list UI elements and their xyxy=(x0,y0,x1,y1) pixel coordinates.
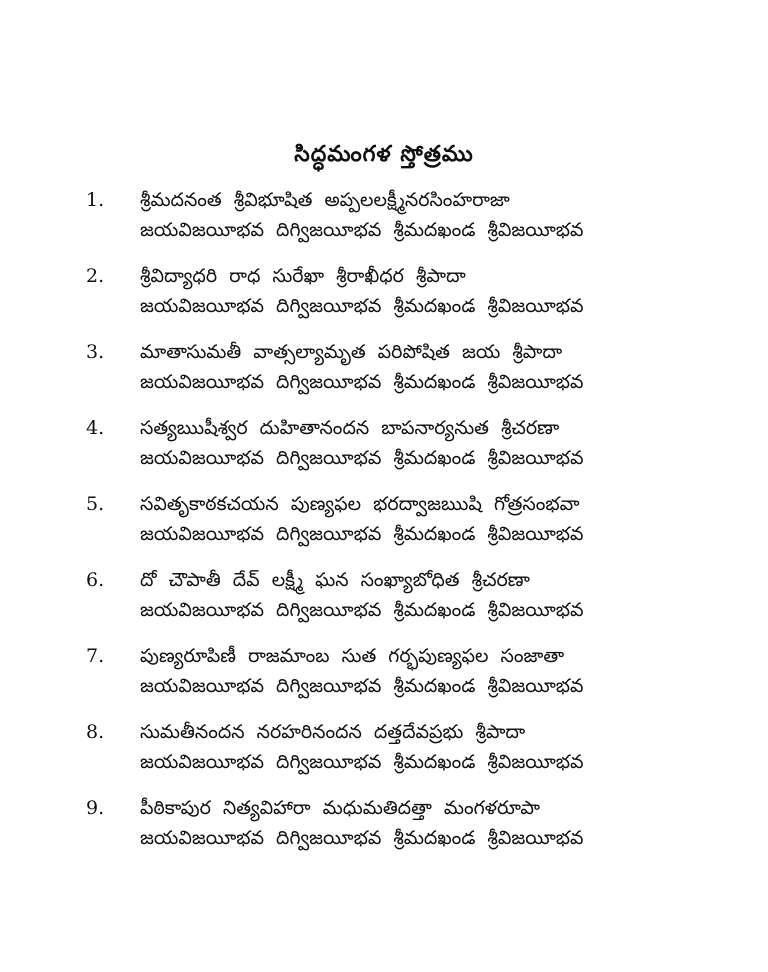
verse-line-1: శ్రీవిద్యాధరి రాధ సురేఖా శ్రీరాఖీధర శ్రీపాదా xyxy=(140,265,466,287)
verse-number: 5. xyxy=(86,493,105,515)
verse-refrain: జయవిజయీభవ దిగ్విజయీభవ శ్రీమదఖండ శ్రీవిజయీభవ xyxy=(140,295,584,317)
verse-5 xyxy=(0,489,768,565)
page-title: సిద్ధమంగళ స్తోత్రము xyxy=(294,142,474,167)
verse-refrain: జయవిజయీభవ దిగ్విజయీభవ శ్రీమదఖండ శ్రీవిజయీభవ xyxy=(140,447,584,469)
verse-number: 4. xyxy=(86,417,105,439)
verse-line-1: సత్యఋషీశ్వర దుహితానందన బాపనార్యనుత శ్రీచరణా xyxy=(140,417,560,439)
verse-refrain: జయవిజయీభవ దిగ్విజయీభవ శ్రీమదఖండ శ్రీవిజయీభవ xyxy=(140,599,584,621)
verse-number: 9. xyxy=(86,797,105,819)
verse-refrain: జయవిజయీభవ దిగ్విజయీభవ శ్రీమదఖండ శ్రీవిజయీభవ xyxy=(140,371,584,393)
verse-number: 2. xyxy=(86,265,105,287)
verse-refrain: జయవిజయీభవ దిగ్విజయీభవ శ్రీమదఖండ శ్రీవిజయీభవ xyxy=(140,751,584,773)
verse-line-1: సవితృకాఠకచయన పుణ్యఫల భరద్వాజఋషి గోత్రసంభవా xyxy=(140,493,580,515)
verse-9 xyxy=(0,793,768,869)
verse-4 xyxy=(0,413,768,489)
verse-line-1: దో చౌపాతీ దేవ్ లక్ష్మీ ఘన సంఖ్యాబోధిత శ్రీచరణా xyxy=(140,569,530,591)
verse-line-1: మాతాసుమతీ వాత్సల్యామృత పరిపోషిత జయ శ్రీపాదా xyxy=(140,341,563,363)
verse-line-1: పుణ్యరూపిణీ రాజమాంబ సుత గర్భపుణ్యఫల సంజాతా xyxy=(140,645,565,667)
verse-refrain: జయవిజయీభవ దిగ్విజయీభవ శ్రీమదఖండ శ్రీవిజయీభవ xyxy=(140,523,584,545)
verse-number: 3. xyxy=(86,341,105,363)
verse-line-1: శ్రీమదనంత శ్రీవిభూషిత అప్పలలక్ష్మీనరసింహరాజా xyxy=(140,189,510,211)
verse-6 xyxy=(0,565,768,641)
verse-line-1: పీఠికాపుర నిత్యవిహారా మధుమతిదత్తా మంగళరూపా xyxy=(140,797,540,819)
verse-refrain: జయవిజయీభవ దిగ్విజయీభవ శ్రీమదఖండ శ్రీవిజయీభవ xyxy=(140,219,584,241)
verse-line-1: సుమతీనందన నరహరినందన దత్తదేవప్రభు శ్రీపాదా xyxy=(140,721,526,743)
verse-refrain: జయవిజయీభవ దిగ్విజయీభవ శ్రీమదఖండ శ్రీవిజయీభవ xyxy=(140,827,584,849)
verse-number: 7. xyxy=(86,645,105,667)
verse-1 xyxy=(0,185,768,261)
verse-list xyxy=(0,185,768,869)
verse-3 xyxy=(0,337,768,413)
verse-2 xyxy=(0,261,768,337)
verse-7 xyxy=(0,641,768,717)
verse-8 xyxy=(0,717,768,793)
verse-number: 8. xyxy=(86,721,105,743)
verse-number: 6. xyxy=(86,569,105,591)
verse-number: 1. xyxy=(86,189,105,211)
verse-refrain: జయవిజయీభవ దిగ్విజయీభవ శ్రీమదఖండ శ్రీవిజయీభవ xyxy=(140,675,584,697)
